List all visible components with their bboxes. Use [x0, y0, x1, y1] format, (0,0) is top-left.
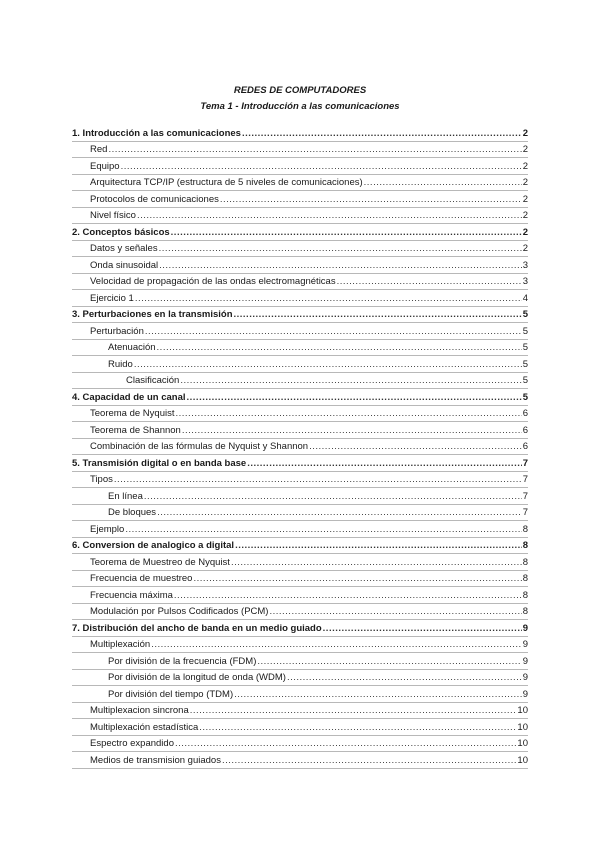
toc-page-number: 2 — [522, 210, 528, 221]
toc-dot-leader — [364, 177, 522, 188]
toc-entry-title: Perturbación — [90, 325, 144, 337]
toc-subsection-entry[interactable] — [72, 637, 528, 654]
toc-subsection-entry[interactable] — [72, 290, 528, 307]
toc-dot-leader — [175, 738, 516, 749]
toc-page-number: 10 — [517, 705, 528, 716]
toc-dot-leader — [180, 375, 521, 386]
toc-section-entry[interactable] — [72, 224, 528, 241]
toc-page-number: 5 — [522, 342, 528, 353]
toc-page-number: 6 — [522, 424, 528, 436]
toc-entry-title: Atenuación — [108, 342, 156, 353]
toc-entry-title: Ejercicio 1 — [90, 292, 134, 304]
toc-entry-title: Multiplexacion sincrona — [90, 705, 189, 716]
toc-dot-leader — [182, 425, 522, 436]
toc-dot-leader — [231, 557, 522, 568]
document-title: REDES DE COMPUTADORES — [233, 85, 367, 96]
toc-entry-title: 1. Introducción a las comunicaciones — [72, 127, 241, 139]
toc-subsection-entry[interactable] — [72, 406, 528, 423]
toc-page-number: 4 — [522, 292, 528, 304]
toc-entry-title: Teorema de Muestreo de Nyquist — [90, 556, 230, 568]
toc-entry-title: 5. Transmisión digital o en banda base — [72, 457, 247, 469]
toc-subsection-entry[interactable] — [72, 439, 528, 456]
toc-entry-title: Teorema de Nyquist — [90, 408, 175, 419]
toc-subsection-entry[interactable] — [72, 571, 528, 588]
toc-dot-leader — [175, 408, 521, 419]
toc-dot-leader — [269, 606, 521, 617]
toc-entry-title: Velocidad de propagación de las ondas electromagnéticas — [90, 276, 336, 287]
toc-subsection-entry[interactable] — [72, 274, 528, 291]
toc-dot-leader — [220, 194, 522, 205]
toc-page-number: 6 — [522, 441, 528, 452]
toc-page-number: 2 — [522, 144, 528, 155]
table-of-contents — [72, 125, 528, 769]
toc-dot-leader — [242, 128, 522, 139]
toc-page-number: 5 — [522, 358, 528, 370]
toc-entry-title: En línea — [108, 490, 143, 502]
toc-dot-leader — [234, 309, 522, 320]
toc-dot-leader — [174, 590, 522, 601]
toc-page-number: 2 — [522, 177, 528, 188]
toc-subsection-entry[interactable] — [72, 554, 528, 571]
toc-dot-leader — [234, 689, 522, 700]
toc-entry-title: Red — [90, 144, 108, 155]
toc-subsection-entry[interactable] — [72, 653, 528, 670]
toc-entry-title: Ruido — [108, 358, 133, 370]
toc-dot-leader — [337, 276, 522, 287]
toc-subsection-entry[interactable] — [72, 373, 528, 390]
toc-page-number: 10 — [517, 738, 528, 749]
toc-entry-title: Tipos — [90, 474, 113, 485]
toc-entry-title: Combinación de las fórmulas de Nyquist y Shannon — [90, 441, 309, 452]
toc-page-number: 7 — [522, 457, 528, 469]
toc-subsection-entry[interactable] — [72, 158, 528, 175]
toc-page-number: 9 — [522, 672, 528, 683]
toc-dot-leader — [159, 260, 522, 271]
toc-entry-title: Teorema de Shannon — [90, 424, 181, 436]
toc-dot-leader — [187, 392, 522, 403]
toc-page-number: 2 — [522, 160, 528, 172]
document-subtitle: Tema 1 - Introducción a las comunicaciones — [200, 101, 400, 112]
toc-page-number: 9 — [522, 639, 528, 650]
toc-page-number: 3 — [522, 276, 528, 287]
toc-page-number: 8 — [522, 540, 528, 551]
toc-dot-leader — [134, 359, 522, 370]
toc-entry-title: Frecuencia máxima — [90, 589, 173, 601]
toc-subsection-entry[interactable] — [72, 686, 528, 703]
toc-page-number: 5 — [522, 309, 528, 320]
toc-dot-leader — [222, 755, 516, 766]
toc-page-number: 2 — [522, 127, 528, 139]
toc-dot-leader — [135, 293, 522, 304]
toc-page-number: 5 — [522, 325, 528, 337]
toc-subsection-entry[interactable] — [72, 587, 528, 604]
toc-dot-leader — [287, 672, 522, 683]
toc-dot-leader — [157, 342, 522, 353]
toc-entry-title: Onda sinusoidal — [90, 259, 159, 271]
toc-section-entry[interactable] — [72, 307, 528, 324]
toc-dot-leader — [144, 491, 522, 502]
toc-page-number: 8 — [522, 523, 528, 535]
toc-subsection-entry[interactable] — [72, 752, 528, 769]
toc-entry-title: Espectro expandido — [90, 738, 174, 749]
toc-dot-leader — [193, 573, 521, 584]
toc-dot-leader — [145, 326, 522, 337]
toc-page-number: 3 — [522, 259, 528, 271]
toc-dot-leader — [257, 656, 521, 667]
toc-subsection-entry[interactable] — [72, 323, 528, 340]
toc-page-number: 5 — [522, 375, 528, 386]
toc-subsection-entry[interactable] — [72, 488, 528, 505]
toc-entry-title: Equipo — [90, 160, 120, 172]
toc-subsection-entry[interactable] — [72, 472, 528, 489]
toc-subsection-entry[interactable] — [72, 505, 528, 522]
toc-dot-leader — [125, 524, 521, 535]
toc-dot-leader — [309, 441, 522, 452]
toc-subsection-entry[interactable] — [72, 191, 528, 208]
toc-page-number: 8 — [522, 606, 528, 617]
document-header — [0, 84, 600, 114]
toc-section-entry[interactable] — [72, 125, 528, 142]
toc-page-number: 7 — [522, 507, 528, 518]
toc-dot-leader — [157, 507, 522, 518]
toc-dot-leader — [159, 243, 522, 254]
toc-entry-title: Por división del tiempo (TDM) — [108, 688, 234, 700]
toc-entry-title: Datos y señales — [90, 243, 158, 254]
toc-subsection-entry[interactable] — [72, 521, 528, 538]
toc-subsection-entry[interactable] — [72, 340, 528, 357]
toc-section-entry[interactable] — [72, 389, 528, 406]
toc-subsection-entry[interactable] — [72, 736, 528, 753]
toc-entry-title: Nivel físico — [90, 210, 136, 221]
toc-subsection-entry[interactable] — [72, 670, 528, 687]
toc-section-entry[interactable] — [72, 620, 528, 637]
toc-page-number: 2 — [522, 243, 528, 254]
toc-dot-leader — [114, 474, 522, 485]
toc-dot-leader — [323, 623, 522, 634]
toc-page-number: 6 — [522, 408, 528, 419]
toc-entry-title: Multiplexación estadística — [90, 721, 199, 733]
toc-entry-title: Por división de la longitud de onda (WDM) — [108, 672, 286, 683]
toc-page-number: 9 — [522, 622, 528, 634]
toc-dot-leader — [121, 161, 522, 172]
toc-page-number: 10 — [517, 721, 528, 733]
toc-entry-title: Multiplexación — [90, 639, 151, 650]
toc-entry-title: Protocolos de comunicaciones — [90, 193, 219, 205]
toc-page-number: 8 — [522, 589, 528, 601]
toc-entry-title: 7. Distribución del ancho de banda en un medio guiado — [72, 622, 322, 634]
toc-entry-title: Frecuencia de muestreo — [90, 573, 193, 584]
toc-subsection-entry[interactable] — [72, 257, 528, 274]
toc-entry-title: Arquitectura TCP/IP (estructura de 5 niveles de comunicaciones) — [90, 177, 363, 188]
toc-subsection-entry[interactable] — [72, 703, 528, 720]
toc-subsection-entry[interactable] — [72, 175, 528, 192]
toc-entry-title: Por división de la frecuencia (FDM) — [108, 655, 257, 667]
toc-subsection-entry[interactable] — [72, 208, 528, 225]
toc-entry-title: Ejemplo — [90, 523, 125, 535]
toc-page-number: 9 — [522, 688, 528, 700]
toc-entry-title: Medios de transmision guiados — [90, 754, 221, 766]
toc-dot-leader — [108, 144, 521, 155]
toc-entry-title: 6. Conversion de analogico a digital — [72, 540, 235, 551]
toc-dot-leader — [247, 458, 521, 469]
toc-page-number: 7 — [522, 474, 528, 485]
toc-subsection-entry[interactable] — [72, 356, 528, 373]
toc-dot-leader — [199, 722, 516, 733]
toc-page-number: 8 — [522, 573, 528, 584]
toc-page-number: 5 — [522, 391, 528, 403]
toc-page-number: 8 — [522, 556, 528, 568]
toc-dot-leader — [171, 227, 522, 238]
toc-dot-leader — [137, 210, 522, 221]
toc-page-number: 7 — [522, 490, 528, 502]
toc-dot-leader — [190, 705, 517, 716]
toc-entry-title: 2. Conceptos básicos — [72, 226, 170, 238]
toc-page-number: 2 — [522, 193, 528, 205]
toc-page-number: 10 — [517, 754, 528, 766]
toc-dot-leader — [151, 639, 522, 650]
toc-subsection-entry[interactable] — [72, 241, 528, 258]
toc-subsection-entry[interactable] — [72, 142, 528, 159]
toc-subsection-entry[interactable] — [72, 719, 528, 736]
toc-section-entry[interactable] — [72, 455, 528, 472]
toc-entry-title: De bloques — [108, 507, 157, 518]
toc-entry-title: 3. Perturbaciones en la transmisión — [72, 309, 233, 320]
toc-subsection-entry[interactable] — [72, 422, 528, 439]
toc-subsection-entry[interactable] — [72, 604, 528, 621]
toc-entry-title: Clasificación — [126, 375, 180, 386]
toc-page-number: 9 — [522, 655, 528, 667]
toc-entry-title: Modulación por Pulsos Codificados (PCM) — [90, 606, 269, 617]
toc-dot-leader — [235, 540, 522, 551]
toc-page-number: 2 — [522, 226, 528, 238]
toc-entry-title: 4. Capacidad de un canal — [72, 391, 186, 403]
toc-section-entry[interactable] — [72, 538, 528, 555]
